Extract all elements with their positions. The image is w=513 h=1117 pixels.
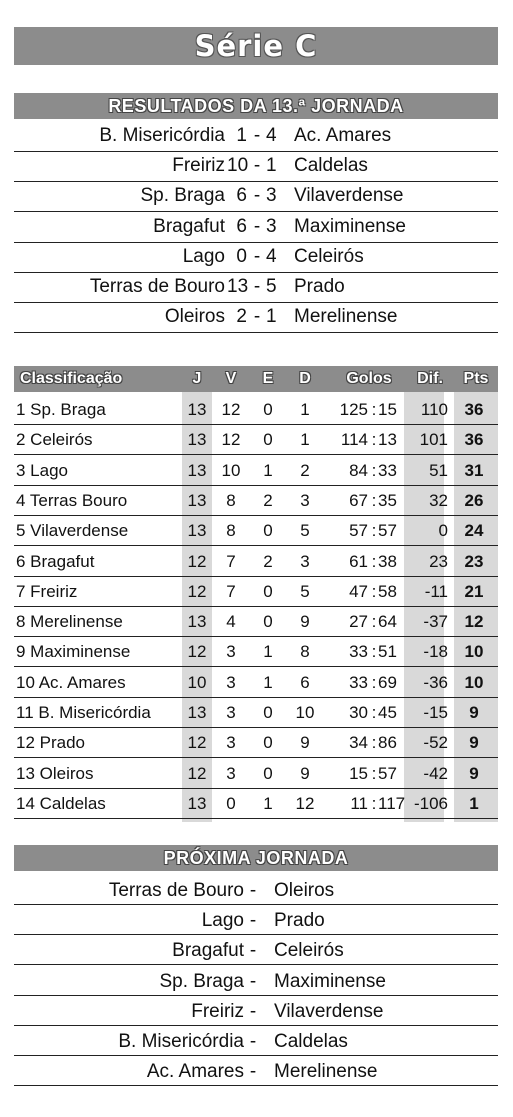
goals-separator: : (371, 581, 377, 601)
standings-row (14, 455, 498, 486)
result-row (14, 212, 498, 243)
losses: 10 (295, 703, 315, 722)
next-heading-banner (14, 845, 498, 871)
result-row (14, 181, 498, 212)
goals-for: 125 (339, 400, 368, 419)
draws: 0 (263, 400, 273, 419)
fixture-row (14, 1056, 498, 1086)
draws: 0 (263, 581, 273, 601)
standings-row (14, 576, 498, 607)
wins: 3 (226, 733, 236, 753)
team-name: 4 Terras Bouro (16, 490, 128, 510)
draws: 0 (263, 521, 273, 541)
losses: 1 (300, 430, 310, 450)
home-team: Lago (201, 910, 244, 932)
goal-difference: 101 (419, 430, 448, 450)
header-team: Classificação (20, 370, 123, 387)
games-played: 13 (187, 400, 207, 419)
games-played: 13 (187, 612, 207, 632)
fixture-separator: - (249, 880, 257, 901)
home-team: Oleiros (164, 306, 225, 328)
goal-difference: -52 (423, 733, 448, 753)
draws: 2 (263, 551, 273, 571)
losses: 9 (300, 763, 310, 783)
points: 1 (469, 793, 479, 813)
away-score: 4 (266, 125, 277, 146)
losses: 9 (300, 733, 310, 753)
away-team: Celeirós (274, 940, 344, 962)
away-team: Caldelas (274, 1031, 348, 1052)
goals-for: 30 (349, 703, 368, 722)
goals-separator: : (371, 703, 377, 722)
away-score: 5 (266, 276, 277, 297)
wins: 3 (226, 672, 236, 692)
standings-row (14, 515, 498, 546)
away-team: Merelinense (294, 306, 398, 328)
wins: 7 (226, 581, 236, 601)
standings-row (14, 758, 498, 789)
goal-difference: -18 (423, 642, 448, 662)
fixture-row (14, 966, 498, 996)
points: 12 (464, 612, 484, 632)
team-name: 8 Merelinense (16, 612, 123, 632)
result-row (14, 302, 498, 333)
home-team: Bragafut (172, 940, 244, 962)
goals-for: 34 (349, 733, 368, 753)
home-score: 6 (236, 215, 247, 237)
fixture-separator: - (249, 970, 257, 992)
goal-difference: -106 (413, 793, 448, 813)
goals-for: 61 (349, 551, 368, 571)
standings-row (14, 546, 498, 577)
goals-against: 15 (378, 400, 397, 419)
wins: 8 (226, 521, 236, 541)
header-j: J (192, 370, 202, 387)
standings-row (14, 424, 498, 455)
losses: 3 (300, 490, 310, 510)
losses: 6 (300, 672, 310, 692)
team-name: 6 Bragafut (16, 551, 95, 571)
goal-difference: 23 (429, 551, 448, 571)
away-score: 4 (266, 245, 277, 267)
home-score: 13 (227, 276, 249, 297)
home-team: Bragafut (153, 215, 225, 237)
goals-against: 64 (378, 612, 397, 632)
result-row (14, 272, 498, 303)
points: 31 (464, 460, 484, 480)
games-played: 13 (187, 430, 207, 450)
score-separator: - (253, 276, 261, 297)
fixture-separator: - (249, 910, 257, 932)
goals-for: 33 (349, 642, 368, 662)
away-score: 3 (266, 215, 277, 237)
points: 23 (464, 551, 484, 571)
points: 36 (464, 430, 484, 450)
goals-against: 86 (378, 733, 397, 753)
team-name: 3 Lago (16, 460, 68, 480)
goal-difference: -15 (423, 703, 448, 722)
next-heading: PRÓXIMA JORNADA (163, 847, 349, 868)
goals-separator: : (371, 793, 377, 813)
goals-separator: : (371, 672, 377, 692)
results-heading: RESULTADOS DA 13.ª JORNADA (108, 95, 404, 116)
results-heading-banner (14, 93, 498, 119)
goal-difference: -42 (423, 763, 448, 783)
result-row (14, 151, 498, 182)
goals-separator: : (371, 763, 377, 783)
away-score: 1 (266, 306, 277, 328)
draws: 0 (263, 612, 273, 632)
games-played: 12 (187, 551, 207, 571)
fixture-row (14, 905, 498, 935)
goals-separator: : (371, 642, 377, 662)
fixture-row (14, 1026, 498, 1056)
goals-for: 33 (349, 672, 368, 692)
goal-difference: -37 (423, 612, 448, 632)
draws: 1 (263, 642, 273, 662)
games-played: 12 (187, 581, 207, 601)
header-pts: Pts (463, 370, 489, 387)
losses: 12 (295, 793, 315, 813)
team-name: 1 Sp. Braga (16, 400, 106, 419)
fixture-separator: - (249, 1031, 257, 1052)
home-score: 6 (236, 185, 247, 207)
goals-separator: : (371, 490, 377, 510)
points: 9 (469, 763, 479, 783)
goals-for: 84 (349, 460, 368, 480)
away-team: Maximinense (294, 215, 406, 237)
losses: 1 (300, 400, 310, 419)
wins: 8 (226, 490, 236, 510)
goals-for: 11 (350, 793, 368, 813)
points: 9 (469, 703, 479, 722)
wins: 7 (226, 551, 236, 571)
away-score: 1 (266, 155, 277, 177)
home-team: B. Misericórdia (99, 125, 225, 146)
standings-row (14, 485, 498, 516)
score-separator: - (253, 185, 261, 207)
standings-row (14, 727, 498, 758)
fixture-row (14, 935, 498, 965)
standings-row (14, 636, 498, 667)
away-team: Prado (274, 910, 325, 932)
games-played: 12 (187, 763, 207, 783)
goals-for: 27 (349, 612, 368, 632)
title-banner (14, 27, 498, 65)
standings-row (14, 788, 498, 819)
team-name: 14 Caldelas (16, 793, 106, 813)
points: 10 (464, 672, 484, 692)
away-team: Celeirós (294, 245, 364, 267)
games-played: 12 (187, 642, 207, 662)
away-score: 3 (266, 185, 277, 207)
draws: 1 (263, 460, 273, 480)
team-name: 7 Freiriz (16, 581, 78, 601)
draws: 0 (263, 763, 273, 783)
team-name: 10 Ac. Amares (16, 672, 126, 692)
header-dif: Dif. (417, 370, 443, 387)
home-score: 0 (236, 245, 247, 267)
home-score: 2 (236, 306, 247, 328)
goals-for: 47 (349, 581, 368, 601)
fixture-separator: - (249, 1000, 257, 1022)
goals-against: 58 (378, 581, 397, 601)
result-row (14, 242, 498, 273)
score-separator: - (253, 245, 261, 267)
home-score: 10 (227, 155, 249, 177)
goals-against: 57 (378, 521, 397, 541)
score-separator: - (253, 155, 261, 177)
losses: 8 (300, 642, 310, 662)
home-team: Terras de Bouro (108, 880, 244, 901)
points: 24 (464, 521, 484, 541)
losses: 9 (300, 612, 310, 632)
goals-against: 33 (378, 460, 397, 480)
score-separator: - (253, 215, 261, 237)
goals-against: 117 (378, 793, 406, 813)
standings-row (14, 394, 498, 425)
home-team: Sp. Braga (140, 185, 225, 207)
draws: 0 (263, 430, 273, 450)
standings-row (14, 697, 498, 728)
home-score: 1 (236, 125, 247, 146)
games-played: 10 (187, 672, 207, 692)
home-team: Freiriz (172, 155, 225, 177)
goals-against: 45 (378, 703, 397, 722)
standings-header (14, 366, 498, 392)
points: 21 (464, 581, 484, 601)
wins: 10 (221, 460, 241, 480)
goal-difference: 51 (429, 460, 448, 480)
team-name: 13 Oleiros (16, 763, 94, 783)
goal-difference: -11 (424, 581, 448, 601)
points: 9 (469, 733, 479, 753)
goals-separator: : (371, 612, 377, 632)
fixture-separator: - (249, 1061, 257, 1083)
wins: 3 (226, 703, 236, 722)
team-name: 12 Prado (16, 733, 85, 753)
header-e: E (262, 370, 274, 387)
home-team: Terras de Bouro (89, 276, 225, 297)
goals-separator: : (371, 551, 377, 571)
fixture-row (14, 875, 498, 905)
away-team: Maximinense (274, 970, 386, 992)
page-title: Série C (194, 29, 318, 63)
away-team: Ac. Amares (294, 125, 392, 146)
wins: 4 (226, 612, 236, 632)
goal-difference: 0 (438, 521, 448, 541)
wins: 3 (226, 763, 236, 783)
goals-against: 13 (378, 430, 397, 450)
goal-difference: 110 (420, 400, 448, 419)
away-team: Merelinense (274, 1061, 378, 1083)
losses: 3 (300, 551, 310, 571)
wins: 12 (221, 430, 241, 450)
points: 26 (464, 490, 484, 510)
away-team: Prado (294, 276, 345, 297)
goal-difference: -36 (423, 672, 448, 692)
score-separator: - (253, 306, 261, 328)
fixture-separator: - (249, 940, 257, 962)
goals-separator: : (371, 733, 377, 753)
team-name: 9 Maximinense (16, 642, 131, 662)
goals-against: 35 (378, 490, 397, 510)
header-d: D (299, 370, 311, 387)
standings-row (14, 667, 498, 698)
away-team: Caldelas (294, 155, 368, 177)
games-played: 13 (187, 490, 207, 510)
fixture-row (14, 996, 498, 1026)
goals-against: 38 (378, 551, 397, 571)
points: 10 (464, 642, 484, 662)
header-goals: Golos (346, 370, 392, 387)
games-played: 12 (187, 733, 207, 753)
goals-separator: : (371, 460, 377, 480)
goals-for: 57 (349, 521, 368, 541)
wins: 0 (226, 793, 236, 813)
standings-row (14, 606, 498, 637)
team-name: 2 Celeirós (16, 430, 93, 450)
home-team: B. Misericórdia (118, 1031, 244, 1052)
home-team: Lago (182, 245, 225, 267)
goals-separator: : (371, 400, 377, 419)
home-team: Freiriz (191, 1000, 244, 1022)
goal-difference: 32 (429, 490, 448, 510)
result-row (14, 121, 498, 152)
goals-separator: : (371, 430, 377, 450)
draws: 1 (263, 793, 273, 813)
points: 36 (464, 400, 484, 419)
goals-for: 15 (349, 763, 368, 783)
away-team: Oleiros (274, 880, 335, 901)
away-team: Vilaverdense (294, 185, 404, 207)
score-separator: - (253, 125, 261, 146)
losses: 5 (300, 581, 310, 601)
away-team: Vilaverdense (274, 1000, 384, 1022)
goals-against: 57 (378, 763, 397, 783)
wins: 3 (226, 642, 236, 662)
wins: 12 (221, 400, 241, 419)
header-v: V (225, 370, 237, 387)
games-played: 13 (187, 460, 207, 480)
goals-against: 69 (378, 672, 397, 692)
home-team: Ac. Amares (146, 1061, 244, 1083)
games-played: 13 (187, 703, 207, 722)
games-played: 13 (187, 521, 207, 541)
games-played: 13 (187, 793, 207, 813)
draws: 1 (263, 672, 273, 692)
goals-separator: : (371, 521, 377, 541)
goals-for: 114 (340, 430, 368, 450)
draws: 0 (263, 703, 273, 722)
draws: 2 (263, 490, 273, 510)
losses: 2 (300, 460, 310, 480)
home-team: Sp. Braga (159, 970, 244, 992)
team-name: 11 B. Misericórdia (16, 703, 151, 722)
goals-against: 51 (378, 642, 397, 662)
team-name: 5 Vilaverdense (16, 521, 129, 541)
goals-for: 67 (349, 490, 368, 510)
draws: 0 (263, 733, 273, 753)
losses: 5 (300, 521, 310, 541)
